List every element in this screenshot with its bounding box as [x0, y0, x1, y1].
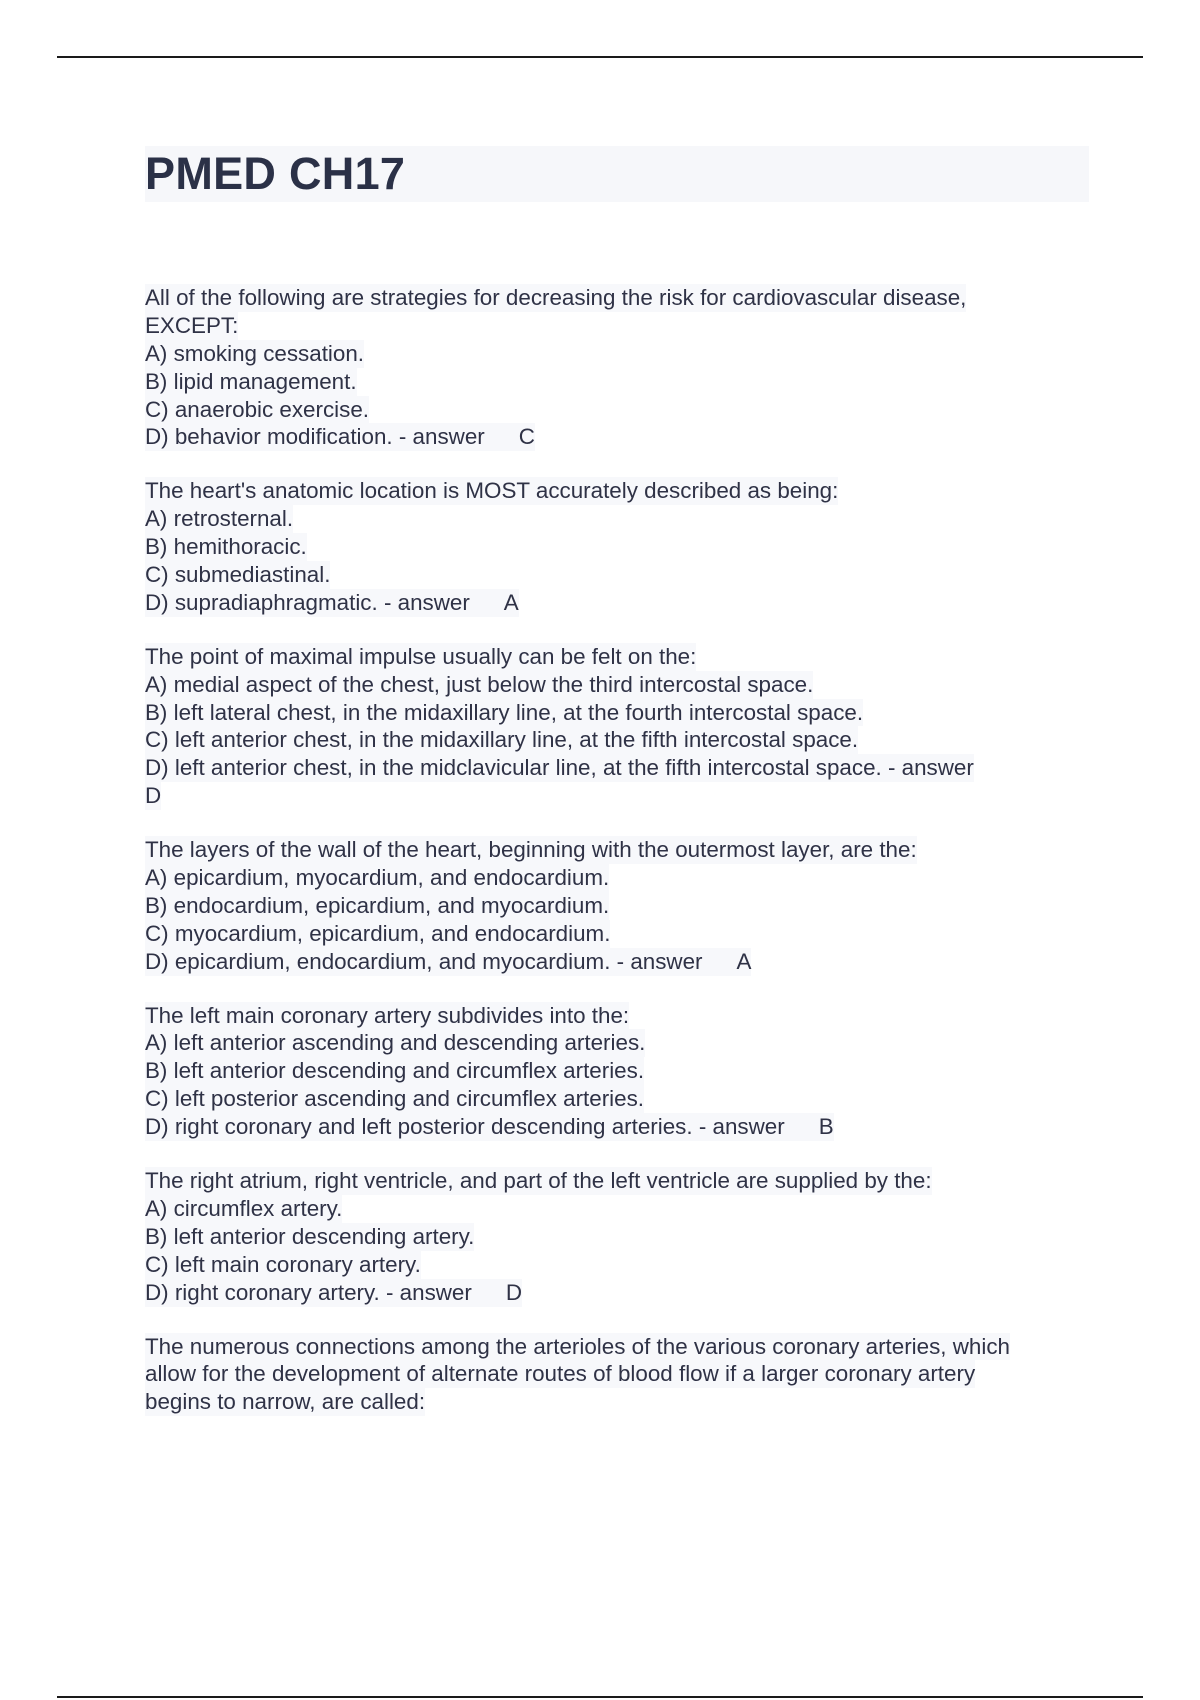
option-b: B) left anterior descending artery.	[145, 1223, 475, 1249]
option-d-with-answer	[145, 423, 535, 451]
option-b: B) left anterior descending and circumflex arteries.	[145, 1058, 645, 1084]
option-d: D) behavior modification.	[145, 424, 393, 450]
question-stem: The point of maximal impulse usually can be felt on the:	[145, 643, 697, 669]
option-b: B) lipid management.	[145, 368, 357, 394]
option-b: B) endocardium, epicardium, and myocardium.	[145, 892, 610, 918]
answer-label: - answer	[692, 1114, 785, 1140]
top-rule	[57, 56, 1143, 58]
question-block	[145, 643, 1085, 810]
question-stem: allow for the development of alternate routes of blood flow if a larger coronary artery	[145, 1361, 976, 1387]
option-d: D) right coronary artery.	[145, 1279, 380, 1305]
question-stem: begins to narrow, are called:	[145, 1389, 426, 1415]
answer-letter: C	[518, 424, 535, 450]
option-d: D) right coronary and left posterior descending arteries.	[145, 1114, 693, 1140]
option-c: C) anaerobic exercise.	[145, 396, 370, 422]
question-block	[145, 1333, 1085, 1417]
option-d-with-answer-label	[145, 754, 974, 782]
option-d-with-answer	[145, 948, 751, 976]
answer-label: - answer	[610, 948, 703, 974]
question-stem: The left main coronary artery subdivides into the:	[145, 1002, 630, 1028]
option-d-with-answer	[145, 589, 519, 617]
question-stem: The right atrium, right ventricle, and part of the left ventricle are supplied by the:	[145, 1168, 932, 1194]
question-stem: The heart's anatomic location is MOST accurately described as being:	[145, 478, 839, 504]
option-a: A) retrosternal.	[145, 506, 294, 532]
page-title: PMED CH17	[145, 148, 406, 199]
answer-letter: B	[818, 1114, 834, 1140]
option-a: A) smoking cessation.	[145, 340, 365, 366]
option-c: C) left anterior chest, in the midaxillary line, at the fifth intercostal space.	[145, 727, 859, 753]
answer-label: - answer	[392, 424, 485, 450]
question-block	[145, 477, 1085, 616]
answer-letter: D	[145, 783, 162, 809]
question-block	[145, 1002, 1085, 1141]
question-block	[145, 284, 1085, 451]
question-stem: All of the following are strategies for decreasing the risk for cardiovascular disease,	[145, 285, 967, 310]
answer-letter: A	[736, 948, 752, 974]
answer-letter: D	[505, 1279, 523, 1305]
option-d: D) supradiaphragmatic.	[145, 589, 378, 615]
option-b: B) left lateral chest, in the midaxillary line, at the fourth intercostal space.	[145, 699, 864, 725]
option-d-with-answer	[145, 1279, 522, 1307]
option-a: A) epicardium, myocardium, and endocardium.	[145, 865, 610, 891]
question-stem: EXCEPT:	[145, 312, 239, 338]
question-list	[145, 284, 1085, 1442]
question-block	[145, 1167, 1085, 1306]
option-a: A) left anterior ascending and descending arteries.	[145, 1030, 646, 1056]
option-d-with-answer	[145, 1113, 834, 1141]
answer-letter: A	[503, 589, 519, 615]
option-b: B) hemithoracic.	[145, 534, 307, 560]
answer-label: - answer	[881, 755, 974, 781]
bottom-rule	[57, 1696, 1143, 1698]
option-c: C) submediastinal.	[145, 562, 331, 588]
option-c: C) left posterior ascending and circumflex arteries.	[145, 1086, 645, 1112]
option-d: D) left anterior chest, in the midclavicular line, at the fifth intercostal space.	[145, 755, 882, 781]
option-a: A) medial aspect of the chest, just below the third intercostal space.	[145, 671, 814, 697]
option-d: D) epicardium, endocardium, and myocardium.	[145, 948, 611, 974]
option-c: C) left main coronary artery.	[145, 1251, 421, 1277]
answer-label: - answer	[377, 589, 470, 615]
question-block	[145, 836, 1085, 975]
option-c: C) myocardium, epicardium, and endocardium.	[145, 920, 611, 946]
question-stem: The numerous connections among the arterioles of the various coronary arteries, which	[145, 1333, 1010, 1359]
option-a: A) circumflex artery.	[145, 1195, 343, 1221]
question-stem: The layers of the wall of the heart, beginning with the outermost layer, are the:	[145, 837, 917, 863]
answer-label: - answer	[379, 1279, 472, 1305]
